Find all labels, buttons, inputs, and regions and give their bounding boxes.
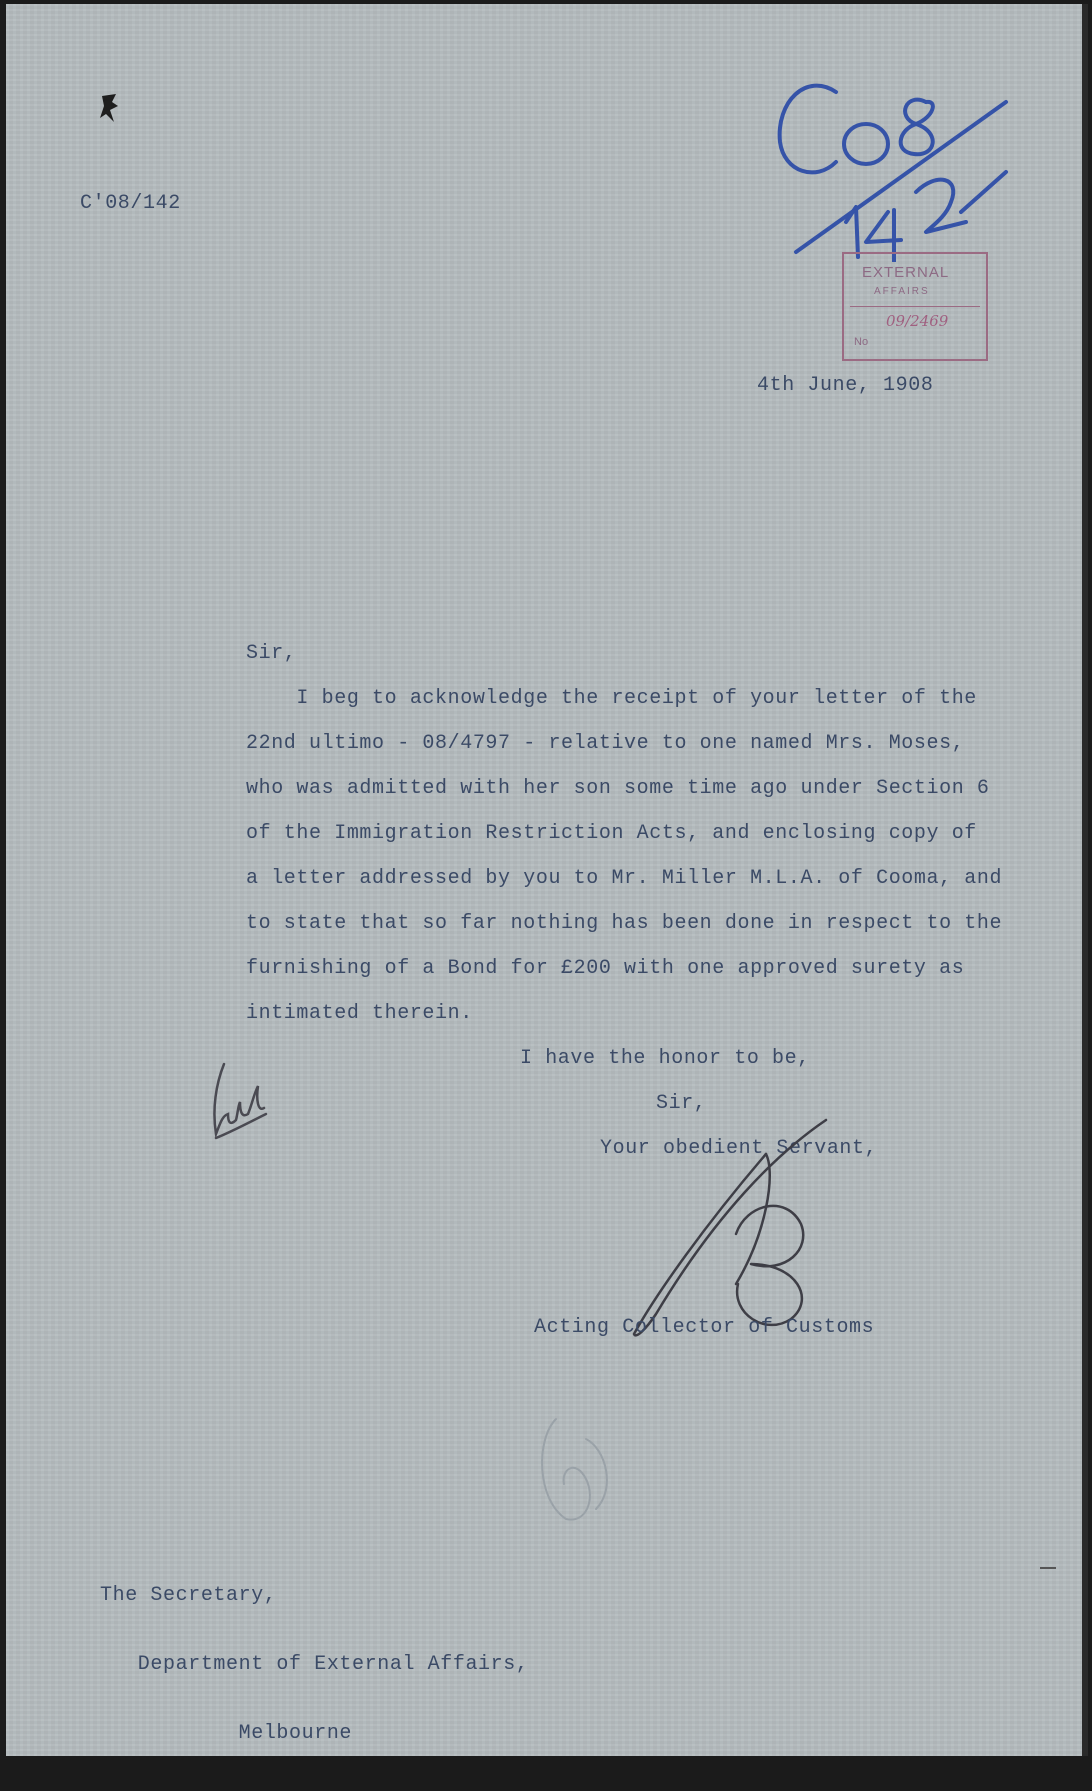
stamp-line-1: EXTERNAL bbox=[862, 264, 950, 281]
stamp-rule bbox=[850, 306, 980, 307]
addressee-line-2: Department of External Affairs, bbox=[100, 1653, 529, 1676]
body-line: 22nd ultimo - 08/4797 - relative to one named Mrs. Moses, bbox=[246, 732, 965, 755]
addressee-block bbox=[100, 1538, 528, 1791]
letter-page bbox=[6, 4, 1088, 1756]
margin-initials bbox=[206, 1054, 276, 1144]
closing-line-2: Sir, bbox=[656, 1092, 707, 1115]
faint-pencil-mark bbox=[526, 1409, 626, 1529]
salutation: Sir, bbox=[246, 642, 297, 665]
addressee-line-3: Melbourne bbox=[100, 1722, 353, 1745]
received-stamp bbox=[842, 252, 988, 361]
letter-date: 4th June, 1908 bbox=[757, 374, 934, 397]
margin-tick bbox=[1040, 1567, 1056, 1569]
file-reference: C'08/142 bbox=[80, 192, 181, 215]
paper-blot bbox=[98, 92, 122, 126]
closing-line-1: I have the honor to be, bbox=[520, 1047, 810, 1070]
body-line: intimated therein. bbox=[246, 1002, 473, 1025]
body-line: a letter addressed by you to Mr. Miller M.L.A. of Cooma, and bbox=[246, 867, 1003, 890]
body-line: who was admitted with her son some time ago under Section 6 bbox=[246, 777, 990, 800]
body-line: of the Immigration Restriction Acts, and enclosing copy of bbox=[246, 822, 977, 845]
stamp-number: 09/2469 bbox=[886, 312, 949, 330]
addressee-line-1: The Secretary, bbox=[100, 1584, 277, 1607]
closing-line-3: Your obedient Servant, bbox=[600, 1137, 878, 1160]
body-line: to state that so far nothing has been done in respect to the bbox=[246, 912, 1003, 935]
handwritten-file-number bbox=[766, 62, 1046, 262]
body-line: furnishing of a Bond for £200 with one approved surety as bbox=[246, 957, 965, 980]
body-line: I beg to acknowledge the receipt of your letter of the bbox=[246, 687, 977, 710]
stamp-no-label: No bbox=[854, 336, 869, 348]
signatory-title: Acting Collector of Customs bbox=[534, 1316, 875, 1339]
signature bbox=[616, 1114, 836, 1344]
stamp-line-2: AFFAIRS bbox=[874, 286, 930, 297]
